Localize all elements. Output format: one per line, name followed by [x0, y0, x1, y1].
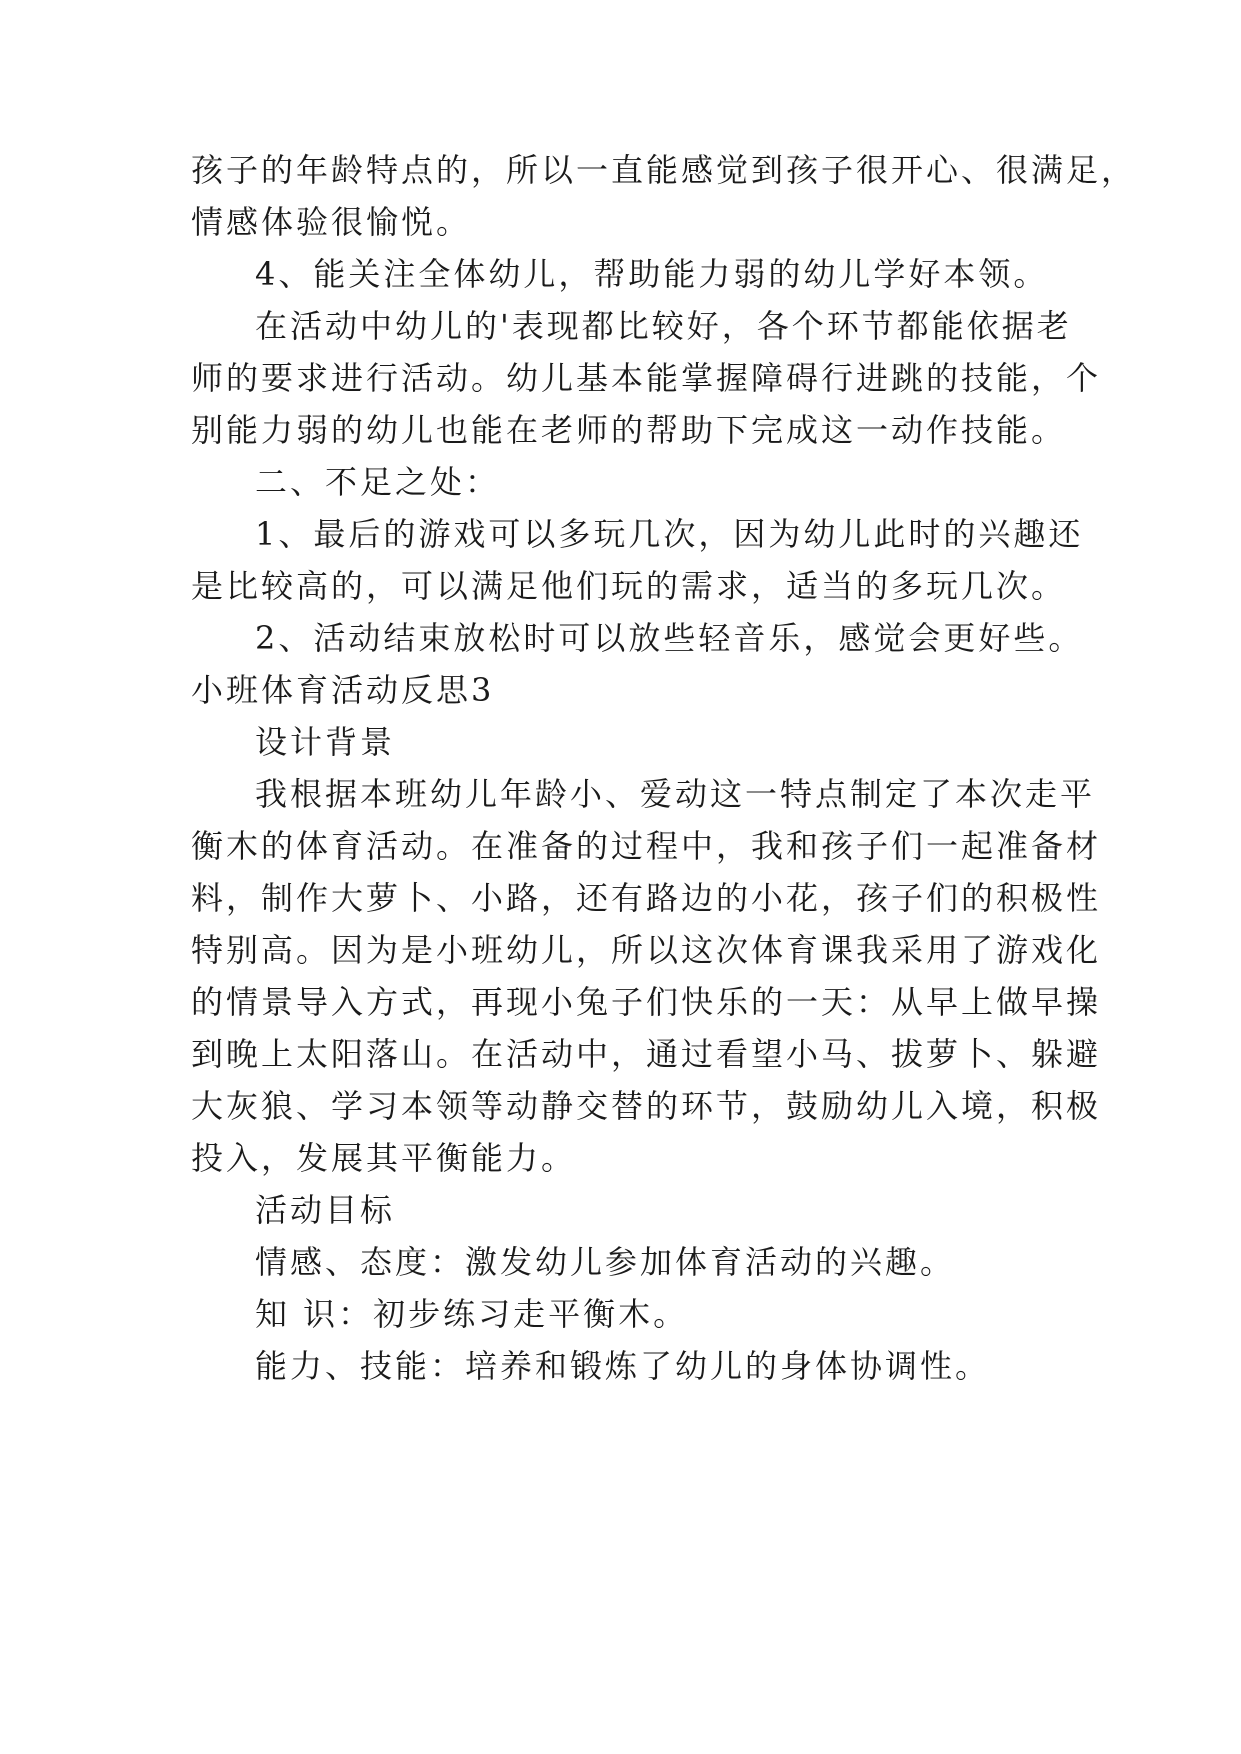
text-line: 的情景导入方式，再现小兔子们快乐的一天：从早上做早操 — [191, 983, 1102, 1021]
text-line: 别能力弱的幼儿也能在老师的帮助下完成这一动作技能。 — [191, 411, 1067, 449]
text-line: 能力、技能：培养和锻炼了幼儿的身体协调性。 — [255, 1347, 991, 1385]
text-line: 师的要求进行活动。幼儿基本能掌握障碍行进跳的技能，个 — [191, 359, 1102, 397]
text-line: 1、最后的游戏可以多玩几次，因为幼儿此时的兴趣还 — [255, 515, 1084, 553]
text-line: 在活动中幼儿的'表现都比较好，各个环节都能依据老 — [255, 307, 1072, 345]
text-line: 是比较高的，可以满足他们玩的需求，适当的多玩几次。 — [191, 567, 1067, 605]
text-line: 知 识：初步练习走平衡木。 — [255, 1295, 689, 1333]
text-line: 二、不足之处： — [255, 463, 501, 501]
text-line: 孩子的年龄特点的，所以一直能感觉到孩子很开心、很满足， — [191, 151, 1137, 189]
text-line: 衡木的体育活动。在准备的过程中，我和孩子们一起准备材 — [191, 827, 1102, 865]
section-heading: 小班体育活动反思3 — [191, 671, 495, 709]
text-line: 活动目标 — [255, 1191, 396, 1229]
text-line: 情感、态度：激发幼儿参加体育活动的兴趣。 — [255, 1243, 956, 1281]
text-line: 到晚上太阳落山。在活动中，通过看望小马、拔萝卜、躲避 — [191, 1035, 1102, 1073]
text-line: 4、能关注全体幼儿，帮助能力弱的幼儿学好本领。 — [255, 255, 1049, 293]
text-line: 2、活动结束放松时可以放些轻音乐，感觉会更好些。 — [255, 619, 1084, 657]
text-line: 投入，发展其平衡能力。 — [191, 1139, 577, 1177]
text-line: 情感体验很愉悦。 — [191, 203, 472, 241]
text-line: 设计背景 — [255, 723, 396, 761]
text-line: 我根据本班幼儿年龄小、爱动这一特点制定了本次走平 — [255, 775, 1096, 813]
text-line: 特别高。因为是小班幼儿，所以这次体育课我采用了游戏化 — [191, 931, 1102, 969]
text-line: 大灰狼、学习本领等动静交替的环节，鼓励幼儿入境，积极 — [191, 1087, 1102, 1125]
text-line: 料，制作大萝卜、小路，还有路边的小花，孩子们的积极性 — [191, 879, 1102, 917]
